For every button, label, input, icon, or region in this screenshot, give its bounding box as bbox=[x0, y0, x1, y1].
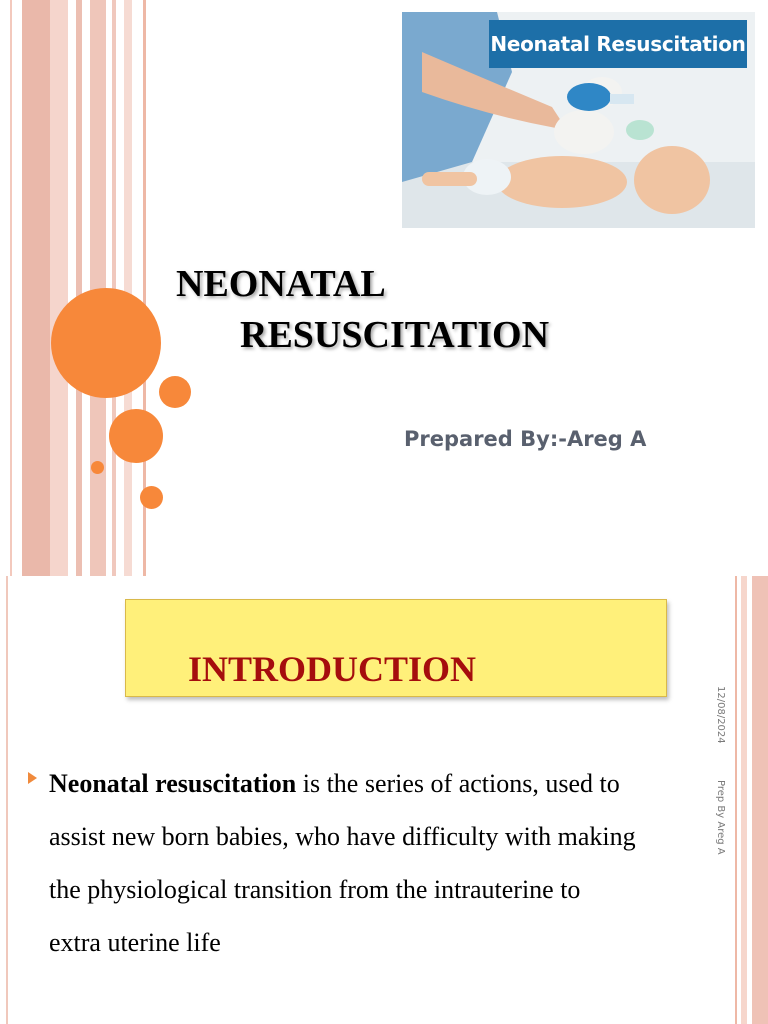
slide-title-line2: RESUSCITATION bbox=[240, 314, 550, 356]
decor-stripe bbox=[752, 576, 768, 1024]
decor-circle bbox=[109, 409, 163, 463]
photo-banner: Neonatal Resuscitation bbox=[489, 20, 747, 68]
slide-footer: Prep By Areg A bbox=[715, 780, 726, 855]
decor-stripe bbox=[735, 576, 737, 1024]
resuscitation-photo bbox=[402, 12, 755, 228]
heading-box bbox=[125, 599, 667, 697]
body-line-4: extra uterine life bbox=[49, 928, 221, 957]
decor-stripe bbox=[741, 576, 747, 1024]
slide-date: 12/08/2024 bbox=[715, 686, 726, 744]
introduction-slide bbox=[0, 576, 768, 1024]
decor-circle bbox=[140, 486, 163, 509]
decor-stripe bbox=[6, 576, 8, 1024]
decor-circle bbox=[159, 376, 191, 408]
body-line-1-text: is the series of actions, used to bbox=[296, 769, 620, 798]
arrow-bullet-icon bbox=[28, 772, 37, 784]
decor-stripe bbox=[124, 0, 132, 576]
body-line-3: the physiological transition from the intrauterine to bbox=[49, 875, 581, 904]
slide-title-line1: NEONATAL bbox=[176, 263, 386, 305]
decor-stripe bbox=[76, 0, 82, 576]
body-line-2: assist new born babies, who have difficulty with making bbox=[49, 822, 636, 851]
decor-circle bbox=[91, 461, 104, 474]
body-bold-term: Neonatal resuscitation bbox=[49, 769, 297, 798]
body-line-1 bbox=[49, 769, 620, 799]
decor-stripe bbox=[50, 0, 68, 576]
decor-stripe bbox=[22, 0, 50, 576]
slide-heading: INTRODUCTION bbox=[188, 649, 477, 689]
decor-circle bbox=[51, 288, 161, 398]
decor-stripe bbox=[10, 0, 12, 576]
slide-subtitle: Prepared By:-Areg A bbox=[404, 427, 647, 451]
